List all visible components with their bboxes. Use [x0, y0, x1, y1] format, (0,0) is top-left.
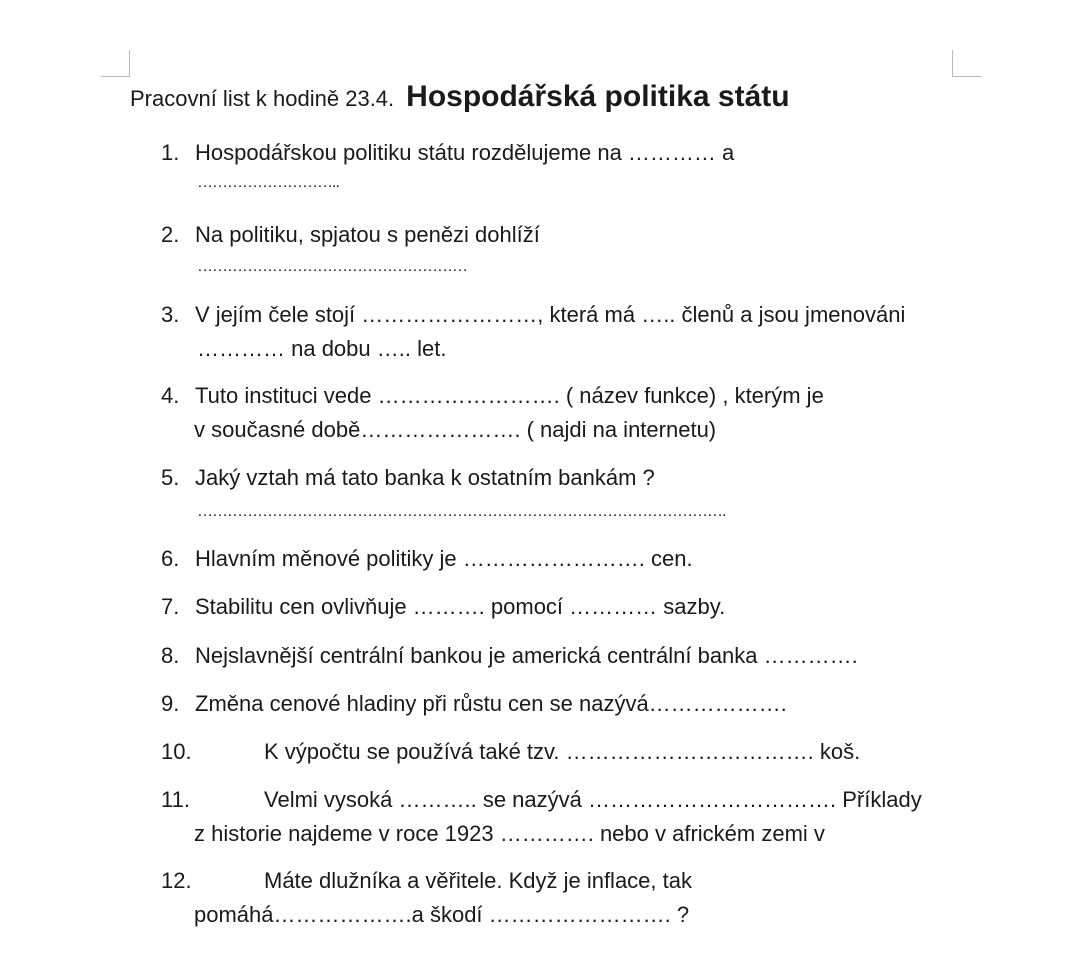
worksheet-header	[130, 80, 790, 114]
question-number: 1.	[161, 140, 180, 165]
question-text: K výpočtu se používá také tzv. ……………………………. koš.	[264, 739, 861, 764]
question-text-continued: pomáhá……………….a škodí ……………………. ?	[194, 902, 690, 927]
answer-blank-line: …………………………………………………………………………………………….	[197, 503, 726, 520]
question-text: Hospodářskou politiku státu rozdělujeme na ………… a	[195, 140, 735, 165]
question-text-continued: ………… na dobu ….. let.	[197, 336, 447, 361]
answer-blank-line: ………………………………………………	[197, 258, 467, 275]
question-text: Jaký vztah má tato banka k ostatním bankám ?	[195, 465, 655, 490]
question-number: 10.	[161, 739, 192, 764]
question-text: Stabilitu cen ovlivňuje ………. pomocí ………… sazby.	[195, 594, 726, 619]
question-text-continued: v současné době…………………. ( najdi na internetu)	[194, 417, 717, 442]
question-text: Velmi vysoká ……….. se nazývá ……………………………. Příklady	[264, 787, 922, 812]
question-number: 12.	[161, 868, 192, 893]
question-number: 6.	[161, 546, 180, 571]
margin-corner-mark-left	[101, 50, 130, 77]
question-number: 8.	[161, 643, 180, 668]
question-number: 7.	[161, 594, 180, 619]
question-text: Nejslavnější centrální bankou je americká centrální banka ………….	[195, 643, 858, 668]
question-number: 3.	[161, 302, 180, 327]
question-text: V jejím čele stojí ……………………, která má ….. členů a jsou jmenováni	[195, 302, 906, 327]
question-number: 5.	[161, 465, 180, 490]
question-number: 11.	[161, 787, 190, 812]
question-text: Máte dlužníka a věřitele. Když je inflace, tak	[264, 868, 692, 893]
question-text: Na politiku, spjatou s penězi dohlíží	[195, 222, 540, 247]
worksheet-lead-text: Pracovní list k hodině 23.4.	[130, 86, 395, 111]
question-text: Hlavním měnové politiky je ……………………. cen.	[195, 546, 693, 571]
answer-blank-line: ………………………..	[197, 174, 339, 191]
question-text-continued: z historie najdeme v roce 1923 …………. nebo v africkém zemi v	[194, 821, 825, 846]
worksheet-title: Hospodářská politika státu	[406, 80, 790, 113]
margin-corner-mark-right	[952, 50, 981, 77]
question-text: Změna cenové hladiny při růstu cen se nazývá……………….	[195, 691, 787, 716]
question-text: Tuto instituci vede ……………………. ( název funkce) , kterým je	[195, 383, 824, 408]
question-number: 9.	[161, 691, 180, 716]
question-number: 2.	[161, 222, 180, 247]
question-number: 4.	[161, 383, 180, 408]
